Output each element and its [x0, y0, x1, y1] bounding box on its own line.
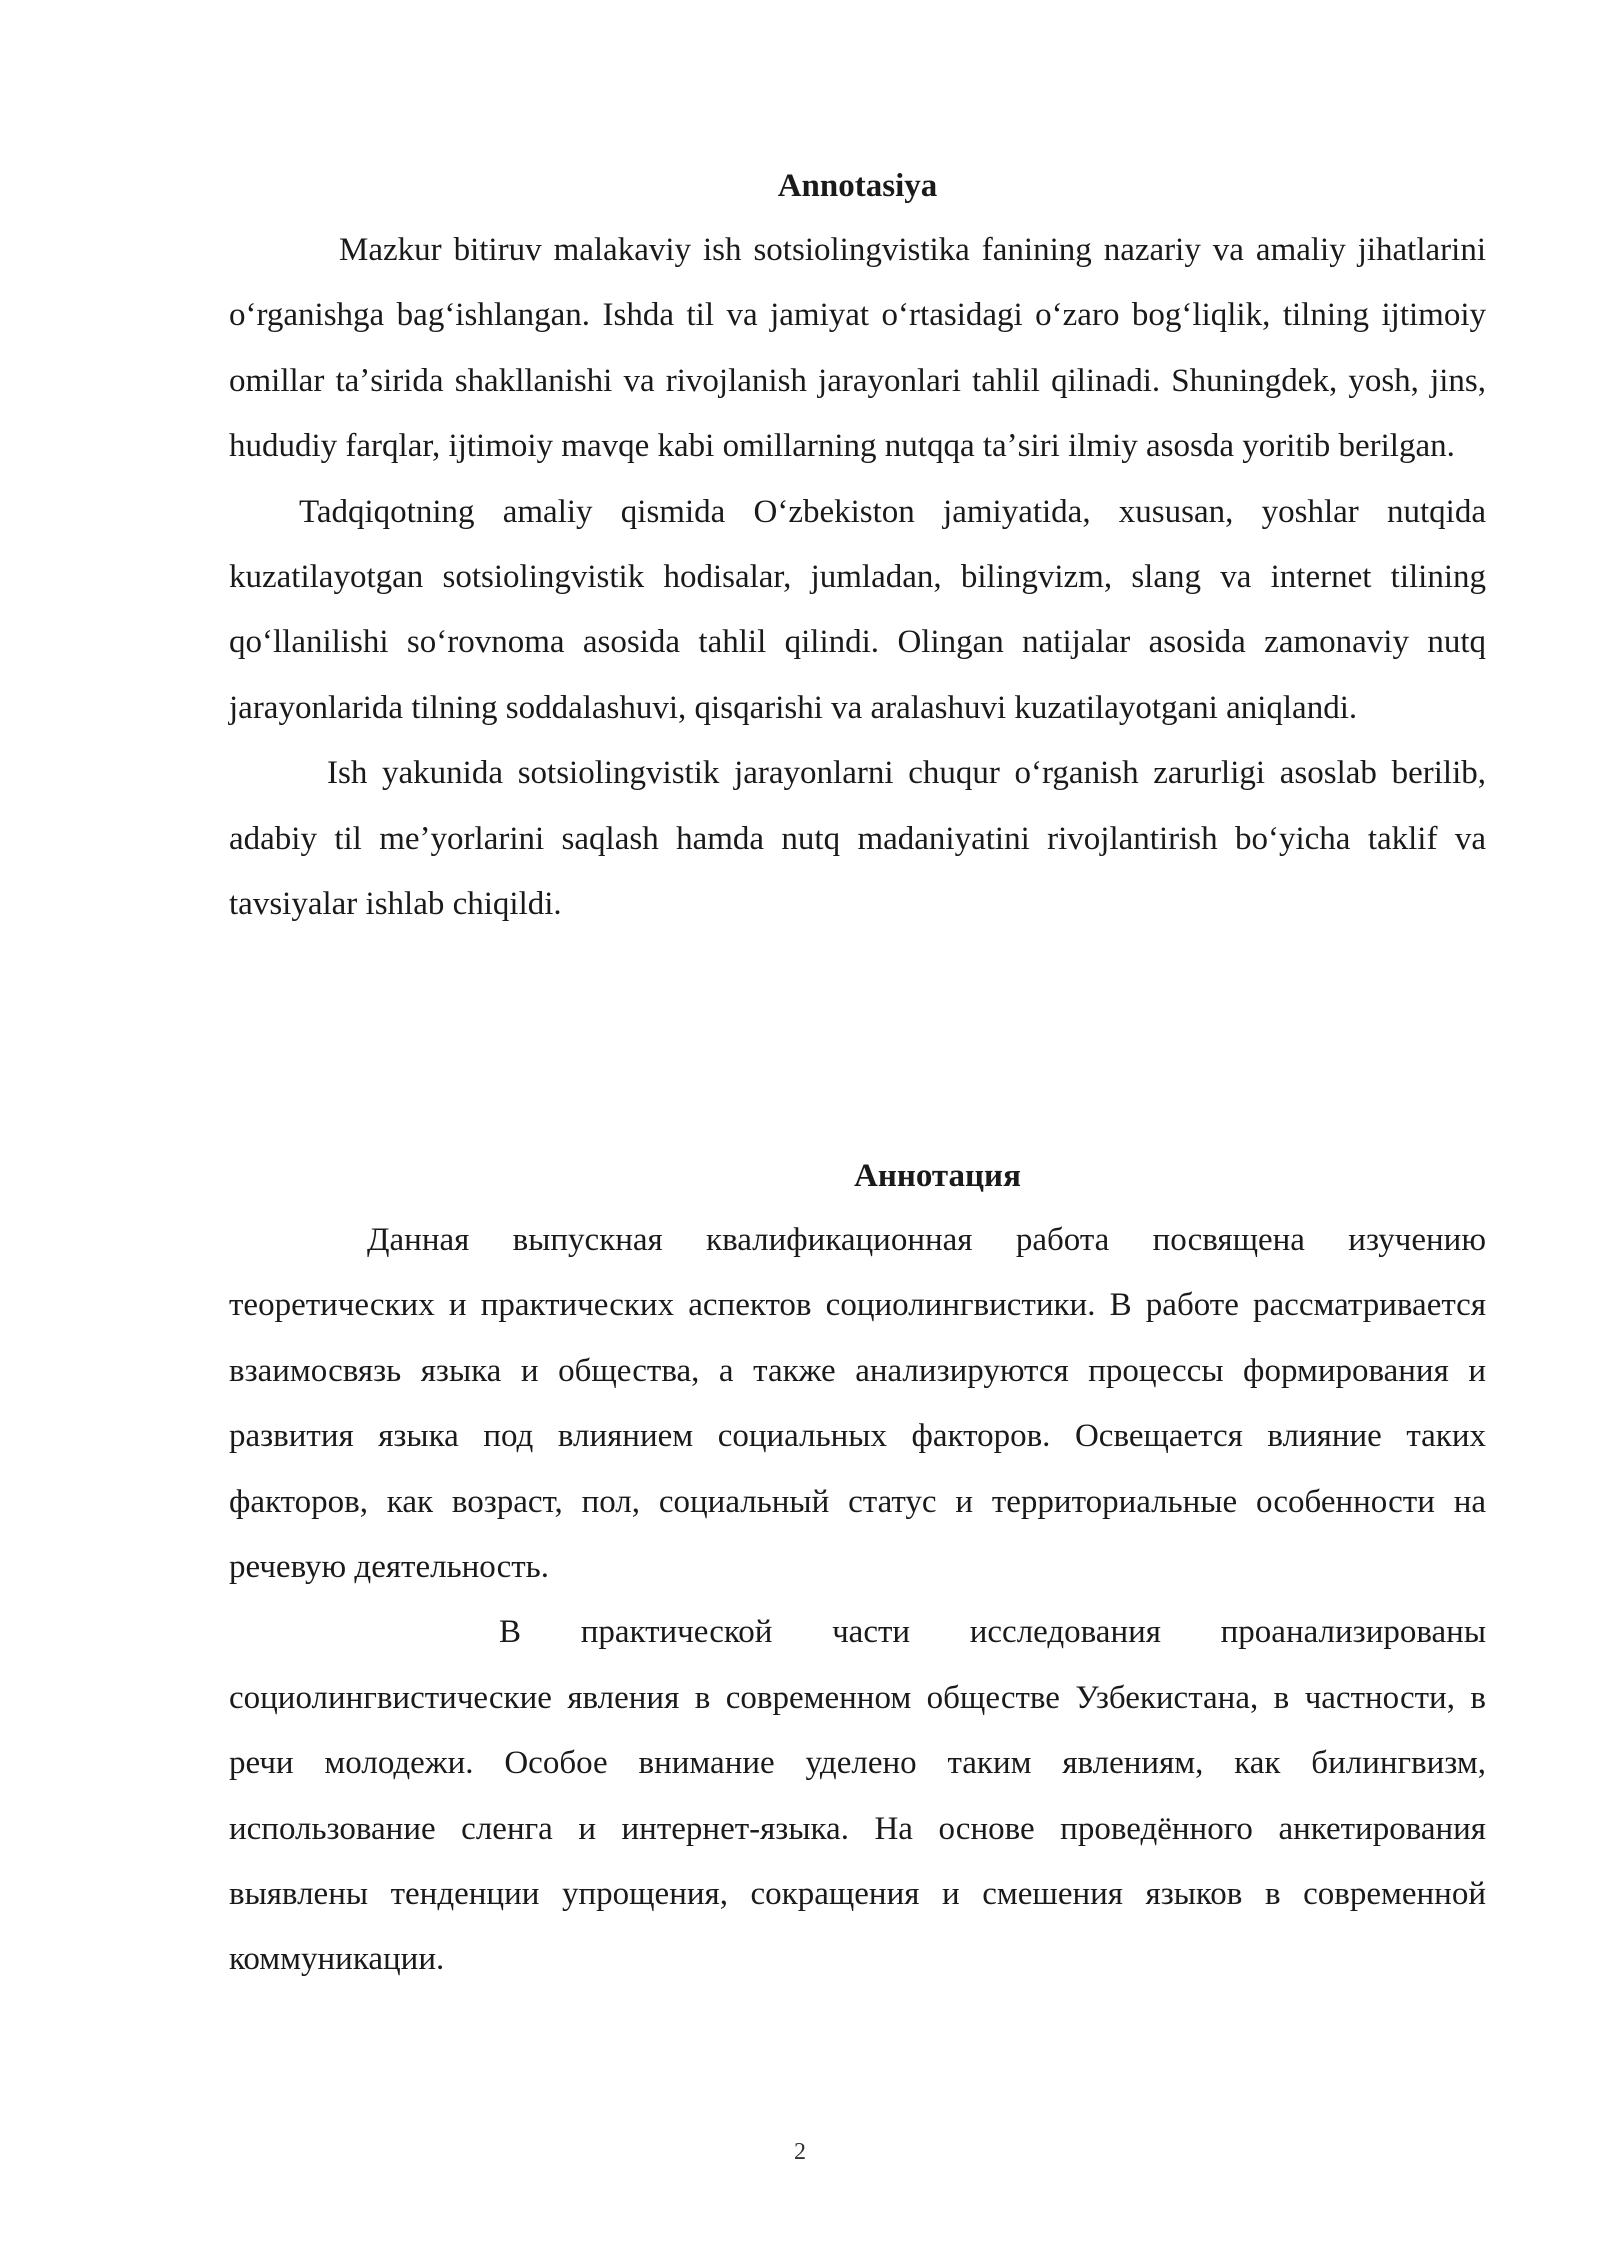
annotation-russian — [229, 1156, 1486, 1993]
paragraph-uz-1: Mazkur bitiruv malakaviy ish sotsiolingvistika fanining nazariy va amaliy jihatlarini oʻrganishga bagʻishlangan. Ishda til va jamiyat oʻrtasidagi oʻzaro bogʻliqlik, tilning ijtimoiy omillar taʼsirida shakllanishi va rivojlanish jarayonlari tahlil qilinadi. Shuningdek, yosh, jins, hududiy farqlar, ijtimoiy mavqe kabi omillarning nutqqa taʼsiri ilmiy asosda yoritib berilgan. — [229, 232, 1486, 465]
page-number: 2 — [794, 2139, 806, 2165]
paragraph-uz-2: Tadqiqotning amaliy qismida Oʻzbekiston jamiyatida, xususan, yoshlar nutqida kuzatilayotgan sotsiolingvistik hodisalar, jumladan, bilingvizm, slang va internet tilining qoʻllanilishi soʻrovnoma asosida tahlil qilindi. Olingan natijalar asosida zamonaviy nutq jarayonlarida tilning soddalashuvi, qisqarishi va aralashuvi kuzatilayotgani aniqlandi. — [229, 493, 1486, 726]
paragraph-uz-3: Ish yakunida sotsiolingvistik jarayonlarni chuqur oʻrganish zarurligi asoslab berilib, adabiy til meʼyorlarini saqlash hamda nutq madaniyatini rivojlantirish boʻyicha taklif va tavsiyalar ishlab chiqildi. — [229, 755, 1486, 923]
heading-uzbek: Annotasiya — [777, 168, 938, 204]
annotation-uzbek — [229, 166, 1486, 937]
paragraph-ru-1: Данная выпускная квалификационная работа посвящена изучению теоретических и практических аспектов социолингвистики. В работе рассматривается взаимосвязь языка и общества, а также анализируются процессы формирования и развития языка под влиянием социальных факторов. Освещается влияние таких факторов, как возраст, пол, социальный статус и территориальные особенности на речевую деятельность. — [229, 1222, 1486, 1586]
heading-russian: Аннотация — [854, 1158, 1021, 1194]
paragraph-ru-2: В практической части исследования проанализированы социолингвистические явления в современном обществе Узбекистана, в частности, в речи молодежи. Особое внимание уделено таким явлениям, как билингвизм, использование сленга и интернет-языка. На основе проведённого анкетирования выявлены тенденции упрощения, сокращения и смешения языков в современной коммуникации. — [229, 1614, 1486, 1978]
